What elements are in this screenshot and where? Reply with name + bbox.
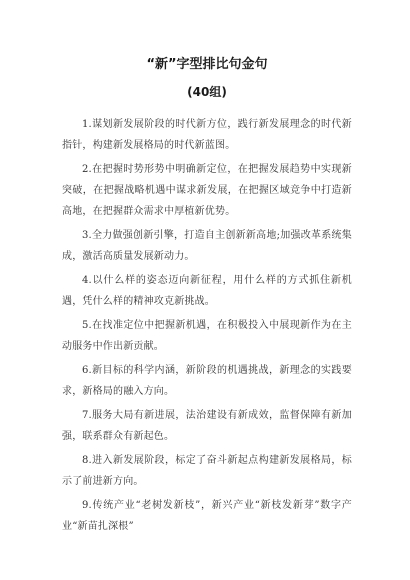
list-item: 1.谋划新发展阶段的时代新方位，践行新发展理念的时代新指针，构建新发展格局的时代新蓝图。: [62, 119, 352, 151]
document-subtitle: (40组): [187, 85, 227, 99]
list-item: 2.在把握时势形势中明确新定位，在把握发展趋势中实现新突破，在把握战略机遇中谋求新发展，在把握区域竞争中打造新高地，在把握群众需求中厚植新优势。: [62, 164, 352, 217]
list-item: 7.服务大局有新进展，法治建设有新成效，监督保障有新加强，联系群众有新起色。: [62, 410, 352, 442]
document-title: “新”字型排比句金句: [146, 57, 268, 72]
list-item: 5.在找准定位中把握新机遇，在积极投入中展现新作为在主动服务中作出新贡献。: [62, 320, 352, 352]
sentence-list: [62, 114, 352, 537]
list-item: 6.新目标的科学内涵，新阶段的机遇挑战，新理念的实践要求，新格局的融入方向。: [62, 365, 352, 397]
list-item: 3.全力做强创新引擎，打造自主创新新高地;加强改革系统集成，激活高质量发展新动力。: [62, 230, 352, 262]
list-item: 9.传统产业“老树发新枝”，新兴产业“新枝发新芽”数字产业“新苗扎深根”: [62, 500, 352, 532]
list-item: 8.进入新发展阶段，标定了奋斗新起点构建新发展格局，标示了前进新方向。: [62, 455, 352, 487]
list-item: 4.以什么样的姿态迈向新征程，用什么样的方式抓住新机遇，凭什么样的精神攻克新挑战。: [62, 275, 352, 307]
